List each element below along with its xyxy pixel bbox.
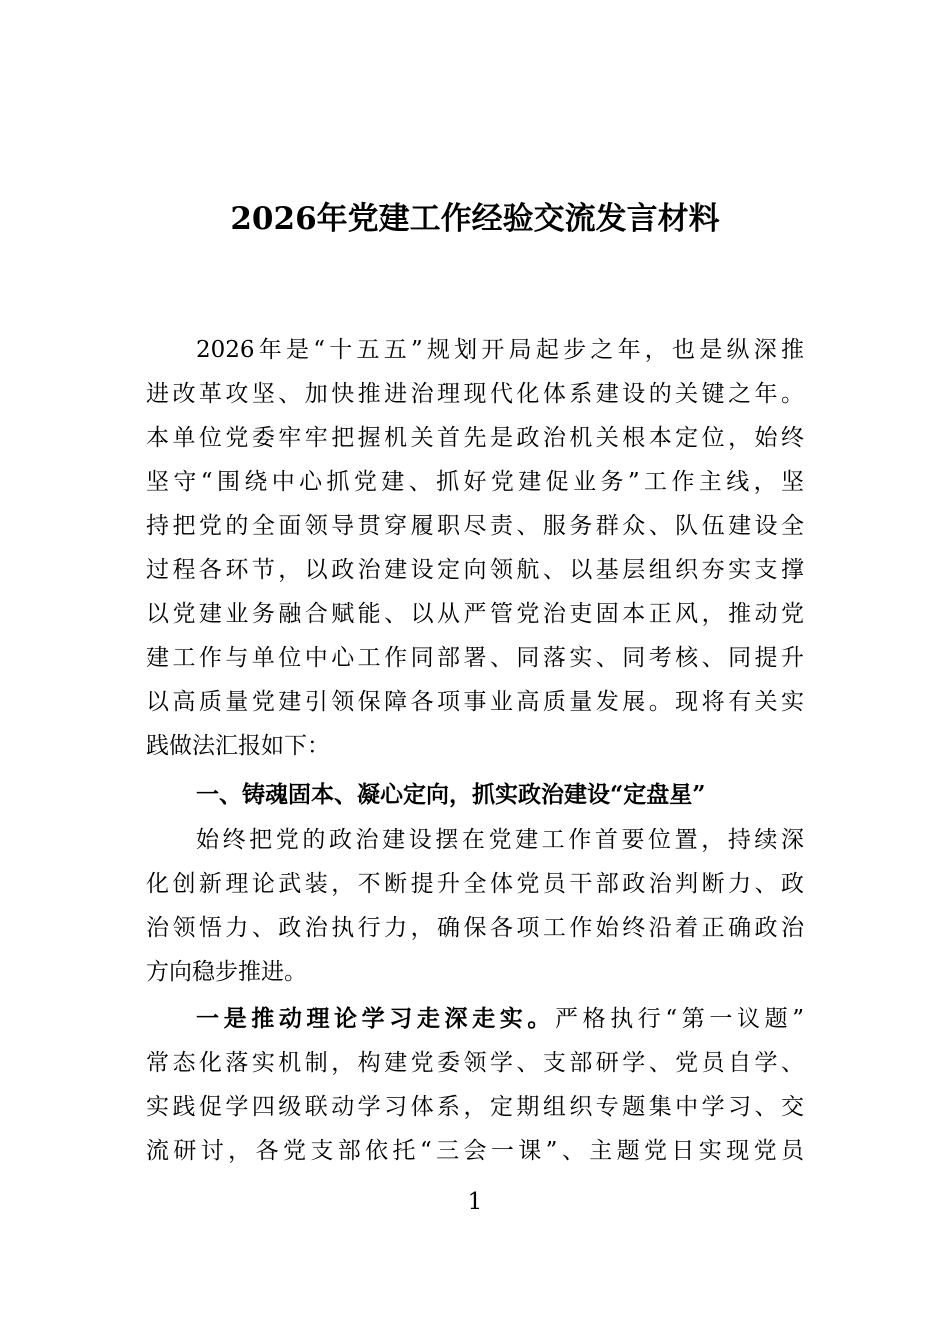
- text-line: 践做法汇报如下：: [146, 733, 330, 759]
- text-line: 常态化落实机制，构建党委领学、支部研学、党员自学、: [146, 1050, 804, 1076]
- point-text: 严格执行“第一议题”: [554, 1006, 804, 1032]
- text-line: 方向稳步推进。: [146, 959, 307, 985]
- text-line: 以高质量党建引领保障各项事业高质量发展。现将有关实: [146, 689, 804, 715]
- point-lead: 一是推动理论学习走深走实。: [196, 1005, 555, 1032]
- text-line: 实践促学四级联动学习体系，定期组织专题集中学习、交: [146, 1094, 804, 1120]
- page-number: 1: [467, 1189, 483, 1215]
- text-line: 化创新理论武装，不断提升全体党员干部政治判断力、政: [146, 871, 804, 897]
- section-heading: 一、铸魂固本、凝心定向，抓实政治建设“定盘星”: [196, 781, 706, 808]
- text-line: 以党建业务融合赋能、以从严管党治吏固本正风，推动党: [146, 601, 804, 627]
- text-line: 持把党的全面领导贯穿履职尽责、服务群众、队伍建设全: [146, 513, 804, 539]
- text-line: 本单位党委牢牢把握机关首先是政治机关根本定位，始终: [146, 425, 804, 451]
- text-line: 过程各环节，以政治建设定向领航、以基层组织夯实支撑: [146, 557, 804, 583]
- text-line: 建工作与单位中心工作同部署、同落实、同考核、同提升: [146, 645, 804, 671]
- text-line: 始终把党的政治建设摆在党建工作首要位置，持续深: [196, 827, 804, 853]
- text-line: 进改革攻坚、加快推进治理现代化体系建设的关键之年。: [146, 381, 804, 407]
- text-line: 流研讨，各党支部依托“三会一课”、主题党日实现党员: [146, 1138, 804, 1164]
- text-line: 坚守“围绕中心抓党建、抓好党建促业务”工作主线，坚: [146, 469, 804, 495]
- text-line: [146, 997, 804, 1041]
- text-line: 治领悟力、政治执行力，确保各项工作始终沿着正确政治: [146, 915, 804, 941]
- text-line: 2026年是“十五五”规划开局起步之年，也是纵深推: [196, 337, 804, 363]
- page-title: 2026年党建工作经验交流发言材料: [230, 201, 720, 237]
